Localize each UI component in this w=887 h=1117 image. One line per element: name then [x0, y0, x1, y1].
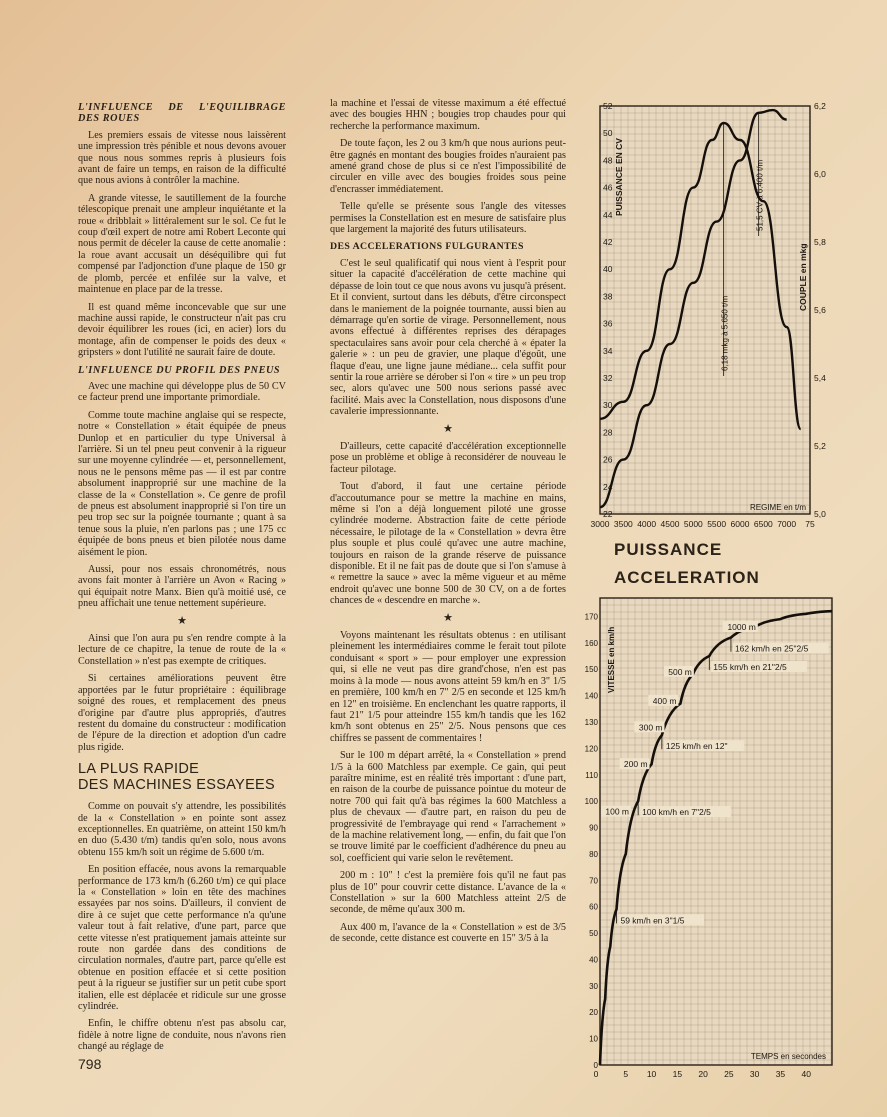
y-tick-label-left: 22: [603, 509, 613, 519]
section-heading: L'INFLUENCE DU PROFIL DES PNEUS: [78, 364, 281, 376]
paragraph: De toute façon, les 2 ou 3 km/h que nous aurions peut-être gagnés en montant des bougies froides n'auraient pas amené grand chose de plus si ce n'est l'impossibilité de circuler en ville avec des bougies froides sous peine d'encrasser immédiatement.: [330, 138, 566, 195]
y-tick-label: 170: [584, 612, 598, 622]
paragraph: Aussi, pour nos essais chronométrés, nous avons fait monter à l'arrière un Avon « Racing » qui équipait notre Manx. Bien qu'à moitié usé, ce pneu affichait une tenue nettement supérieure.: [78, 564, 286, 610]
section-title-line2: DES MACHINES ESSAYEES: [78, 777, 276, 794]
y-axis-label: VITESSE en km/h: [607, 626, 616, 693]
y-tick-label-left: 44: [603, 209, 613, 220]
x-tick-label: 25: [724, 1069, 734, 1079]
y-tick-label: 70: [589, 876, 598, 886]
star-separator: ★: [443, 422, 453, 435]
x-tick-label: 6000: [730, 519, 750, 529]
paragraph: A grande vitesse, le sautillement de la fourche télescopique prenait une ampleur inquiétante et la roue « dribblait » littéralement sur le sol. Ce fut le coup d'œil expert de notre ami Robert Leconte qui nous permit de déceler la cause de cette anomalie : la roue avant accusait un déséquilibre qui fut compensé par l'adjonction d'une plaque de 150 gr de plomb, percée et enfilée sur la valve, et maintenue en place par de la tresse.: [78, 192, 286, 296]
y-tick-label-right: 6,0: [814, 169, 826, 179]
paragraph: Les premiers essais de vitesse nous laissèrent une impression très pénible et nous devons avouer que nous nous sommes repris à plusieurs fois avant de faire un temps, en raison de la difficulté que nous avions à contrôler la machine.: [78, 129, 286, 187]
y-tick-label: 30: [589, 981, 598, 991]
paragraph: Tout d'abord, il faut une certaine période d'accoutumance pour se mettre la machine en mains, même si l'on a déjà longuement piloté une grosse cylindrée moderne. Abstraction faite de cette période nécessaire, le pilotage de la « Constellation » devra être plus souple et plus coulé qu'avec une autre machine, toujours en raison de la grande réserve de puissance disponible. Et il ne fait pas de doute que si l'on s'amuse à « remettre la sauce » avec la même vigueur et au même endroit qu'avec une bonne 500 de 30 CV, on a de fortes chances de « descendre en marche ».: [330, 481, 566, 607]
y-tick-label: 130: [584, 718, 598, 728]
y-tick-label-left: 26: [603, 454, 613, 465]
section-title: [78, 761, 286, 793]
y-tick-label-left: 52: [603, 101, 613, 111]
text-column-left: [78, 98, 286, 1059]
paragraph: En position effacée, nous avons la remarquable performance de 173 km/h (6.260 t/m) ce qui place la « Constellation » loin en tête des machines essayées par nos soins. D'ailleurs, il convient de dire à ce sujet que cette performance n'a qu'une valeur tout à fait relative, d'une part, parce que cette vitesse n'est pratiquement jamais atteinte sur route non gardée dans des conditions de circulation normales, d'autre part, parce qu'elle est obtenue en position effacée et si cette position peut à la rigueur se justifier sur un petit cube sport italien, elle est déplacée et ridicule sur une grosse cylindrée.: [78, 864, 286, 1013]
paragraph: Si certaines améliorations peuvent être apportées par le futur propriétaire : équilibrage soigné des roues, et remplacement des pneus d'origine par d'autre plus appropriés, d'autres restent du domaine du constructeur : modification de l'épure de la direction et adoption d'un cadre plus rigide.: [78, 673, 286, 753]
paragraph: Il est quand même inconcevable que sur une machine aussi rapide, le constructeur n'ait pas cru devoir équilibrer les roues (ici, en acier) lors du montage, afin de compenser le poids des deux « gripsters » dont l'utilité ne saurait faire de doute.: [78, 301, 286, 359]
y-tick-label-left: 28: [603, 427, 613, 438]
x-axis-label: TEMPS en secondes: [750, 1052, 826, 1061]
section-heading: DES ACCELERATIONS FULGURANTES: [330, 241, 524, 253]
y-tick-label-left: 36: [603, 318, 613, 329]
figure-title-acceleration: ACCELERATION: [614, 568, 760, 587]
speed-label: 162 km/h en 25"2/5: [734, 643, 809, 654]
torque-peak-annotation: 6,18 mkg à 5.650 t/m: [720, 295, 730, 371]
speed-label: 155 km/h en 21"2/5: [713, 662, 787, 673]
paragraph: D'ailleurs, cette capacité d'accélération exceptionnelle pose un problème et oblige à reconsidérer de nouveau le facteur pilotage.: [330, 440, 566, 475]
y-tick-label-right: 5,6: [814, 305, 826, 315]
paragraph: Ainsi que l'on aura pu s'en rendre compte à la lecture de ce chapitre, la tenue de route de la « Constellation » n'est pas exempte de critiques.: [78, 633, 286, 667]
star-separator: ★: [177, 614, 187, 627]
paragraph: Enfin, le chiffre obtenu n'est pas absolu car, fidèle à notre ligne de conduite, nous n'avons rien changé au réglage de: [78, 1018, 286, 1053]
x-axis-label: REGIME en t/m: [749, 503, 806, 512]
x-tick-label: 35: [775, 1069, 786, 1079]
y-tick-label-left: 30: [603, 400, 613, 411]
x-tick-label: 4500: [660, 519, 680, 529]
y-tick-label: 160: [584, 638, 598, 648]
x-tick-label: 5: [623, 1069, 629, 1079]
x-tick-label: 5000: [683, 519, 703, 529]
speed-label: 100 km/h en 7"2/5: [642, 807, 711, 818]
power-peak-annotation: 51,5 CV à 6.400 t/m: [755, 159, 765, 231]
y-axis-label-right: COUPLE en mkg: [798, 243, 808, 311]
star-separator: ★: [443, 611, 453, 624]
y-tick-label-left: 40: [603, 264, 613, 275]
y-tick-label: 90: [589, 823, 598, 833]
x-tick-label: 4000: [637, 519, 657, 529]
y-tick-label-left: 24: [603, 481, 613, 492]
paragraph: 200 m : 10" ! c'est la première fois qu'il ne faut pas plus de 10" pour couvrir cette distance. L'avance de la « Constellation » sur la 600 Matchless atteint 2/5 de seconde, de même qu'aux 300 m.: [330, 870, 566, 916]
x-tick-label: 6500: [753, 519, 773, 529]
paragraph: Telle qu'elle se présente sous l'angle des vitesses permises la Constellation est en mesure de satisfaire plus que largement la majorité des futurs utilisateurs.: [330, 201, 566, 236]
y-tick-label: 100: [584, 797, 598, 807]
speed-label: 125 km/h en 12": [665, 741, 728, 752]
x-tick-label: 20: [698, 1069, 708, 1079]
x-tick-label: 3000: [590, 519, 610, 529]
y-tick-label: 20: [589, 1008, 598, 1018]
power-torque-chart: [586, 100, 846, 540]
x-tick-label: 15: [672, 1069, 683, 1079]
x-tick-label: 0: [593, 1069, 599, 1079]
x-tick-label: 75: [805, 519, 815, 529]
y-tick-label: 80: [589, 849, 598, 859]
figure-title-power: PUISSANCE: [614, 540, 723, 559]
x-tick-label: 10: [646, 1069, 657, 1079]
section-title-line1: LA PLUS RAPIDE: [78, 761, 200, 778]
y-tick-label-left: 42: [603, 237, 613, 247]
paragraph: Sur le 100 m départ arrêté, la « Constellation » prend 1/5 à la 600 Matchless par exemple. Ce gain, qui peut paraître minime, est en réalité très important : d'une part, en raison de la courbe de puissance pointue du moteur de notre 700 qui fait qu'à bas régimes la 600 Matchless a plus de chevaux — d'autre part, en raison du peu de progressivité de l'embrayage qui rend « l'arrachement » de la machine relativement long, — enfin, du fait que l'on se trouve limité par le coefficient d'adhérence du pneu au sol, coefficient qui varie selon le revêtement.: [330, 750, 566, 864]
x-tick-label: 30: [749, 1069, 760, 1079]
y-tick-label-left: 32: [603, 373, 613, 383]
text-column-middle: [330, 98, 566, 951]
paragraph: la machine et l'essai de vitesse maximum a été effectué avec des bougies HHN ; bougies trop chaudes pour qui recherche la performance maximum.: [330, 98, 566, 132]
y-tick-label: 110: [585, 770, 598, 780]
distance-marker: 300 m: [638, 722, 663, 733]
paragraph: Comme on pouvait s'y attendre, les possibilités de la « Constellation » en pointe sont assez exceptionnelles. En quatrième, on atteint 150 km/h en duo (5.430 t/m) tandis qu'en solo, nous avons obtenu 155 km/h soit un régime de 5.600 t/m.: [78, 801, 286, 858]
y-tick-label-left: 50: [603, 128, 613, 139]
y-tick-label: 60: [589, 902, 598, 912]
y-tick-label-left: 48: [603, 155, 613, 166]
distance-marker: 500 m: [668, 666, 692, 677]
y-tick-label: 50: [589, 929, 598, 939]
y-tick-label-left: 46: [603, 182, 613, 193]
y-tick-label-right: 5,8: [814, 237, 826, 247]
speed-label: 59 km/h en 3"1/5: [620, 915, 685, 926]
y-tick-label: 150: [584, 665, 598, 675]
y-tick-label: 140: [584, 691, 598, 701]
distance-marker: 400 m: [652, 695, 677, 706]
y-tick-label-left: 38: [603, 291, 613, 302]
x-tick-label: 3500: [613, 519, 633, 529]
x-tick-label: 7000: [777, 519, 797, 529]
distance-marker: 100 m: [605, 806, 629, 817]
paragraph: C'est le seul qualificatif qui nous vient à l'esprit pour situer la capacité d'accélération de cette machine qui dépasse de loin tout ce que nous avons vu jusqu'à présent. Et il convient, surtout dans les débuts, d'être circonspect dans le maniement de la poignée tournante, aussi bien au démarrage qu'en sortie de virage. Personnellement, nous avons effectué à différentes reprises des dérapages spectaculaires sans avoir pour cela cherché à « épater la galerie » : un peu de gravier, une plaque d'égoût, une flaque d'eau, une ligne jaune médiane... cela suffit pour sentir la roue arrière se dérober si l'on « tire » un peu trop sec, alors qu'avec une 500 nous serions passé avec facilité. Mais avec la Constellation, nous disposons d'une cavalerie impressionnante.: [330, 257, 566, 418]
x-tick-label: 5500: [707, 519, 727, 529]
y-tick-label: 10: [589, 1034, 598, 1044]
x-tick-label: 40: [801, 1069, 811, 1079]
paragraph: Avec une machine qui développe plus de 50 CV ce facteur prend une importante primordiale.: [78, 380, 286, 404]
y-tick-label-left: 34: [603, 345, 613, 356]
y-tick-label: 40: [589, 955, 598, 965]
y-tick-label: 120: [584, 744, 598, 754]
paragraph: Aux 400 m, l'avance de la « Constellation » est de 3/5 de seconde, cette distance est couverte en 15" 3/5 à la: [330, 921, 566, 945]
distance-marker: 1000 m: [727, 622, 756, 633]
y-axis-label-left: PUISSANCE EN CV: [614, 138, 624, 216]
y-tick-label-right: 5,4: [814, 373, 826, 383]
paragraph: Voyons maintenant les résultats obtenus : en utilisant pleinement les intermédiaires comme le ferait tout pilote conduisant « sport » — pour employer une expression qui, si elle ne veut pas dire grand'chose, n'en est pas moins à la mode — nous avons atteint 59 km/h en 3" 1/5 en première, 100 km/h en 7" 2/5 en seconde et 125 km/h en 12" en troisième. En enclenchant les quatre rapports, il faut 21" 1/5 pour atteindre 155 km/h tandis que les 162 km/h sont obtenus en 25" 2/5. Nous pensons que ces chiffres se passent de commentaires !: [330, 630, 566, 744]
y-tick-label: 0: [593, 1061, 598, 1070]
y-tick-label-right: 5,0: [814, 509, 826, 519]
distance-marker: 200 m: [623, 759, 648, 770]
page-number: 798: [78, 1056, 102, 1072]
paragraph: Comme toute machine anglaise qui se respecte, notre « Constellation » était équipée de pneus Dunlop et en particulier du type Universal à l'arrière. Si un tel pneu peut convenir à la rigueur sur une moyenne cylindrée — et, personnellement, nous ne le pensons même pas — il est par contre absolument inapproprié sur une machine de la classe de la « Constellation ». Ce genre de profil de pneus est absolument inapproprié si l'on tire un peu trop sec sur la poignée tournante ; quant à sa tenue sous la pluie, n'en parlons pas ; une 175 cc équipée de bons pneus et bien pilotée nous dame aisément le pion.: [78, 409, 286, 558]
acceleration-chart: [586, 592, 846, 1080]
y-tick-label-right: 5,2: [814, 441, 826, 451]
section-heading: L'INFLUENCE DE L'EQUILIBRAGE DES ROUES: [78, 102, 286, 125]
y-tick-label-right: 6,2: [814, 101, 826, 111]
